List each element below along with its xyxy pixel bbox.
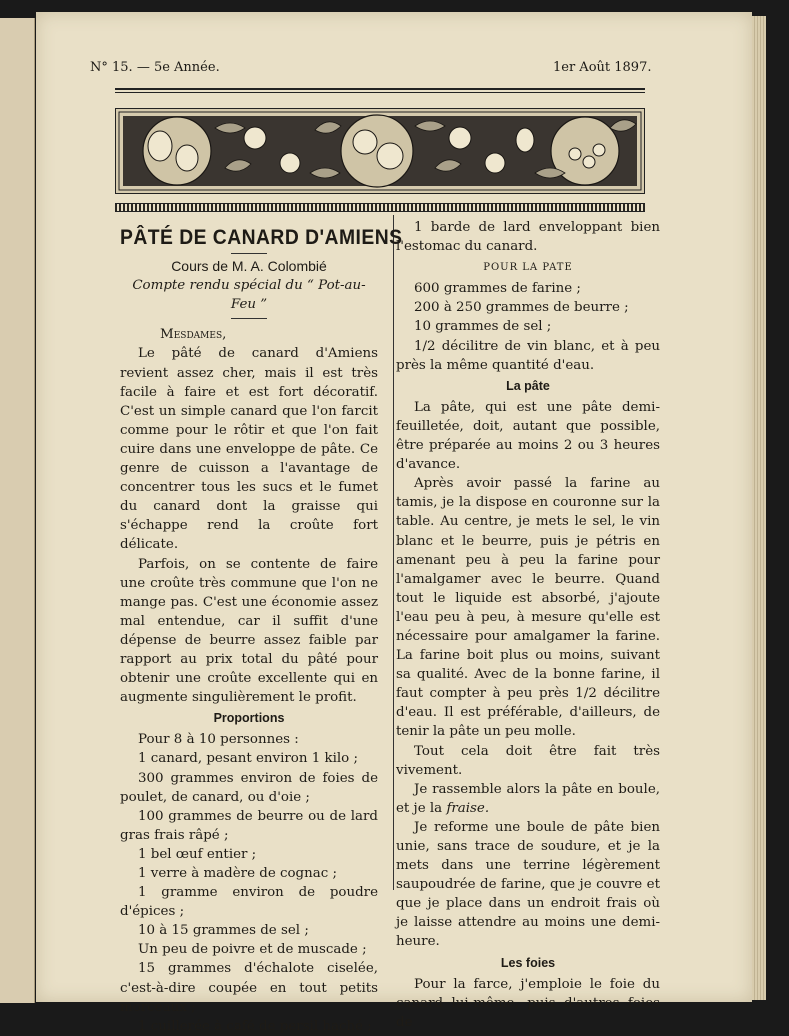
ingredient-item: 1 bel œuf entier ; xyxy=(138,846,257,862)
ingredient-item: 1 barde de lard enveloppant bien l'estomac du canard. xyxy=(396,220,660,255)
article-title: PÂTÉ DE CANARD D'AMIENS xyxy=(120,226,403,249)
issue-date: 1er Août 1897. xyxy=(553,60,652,75)
body-paragraph xyxy=(396,780,660,818)
salutation: Mesdames, xyxy=(160,327,227,343)
pate-heading: La pâte xyxy=(506,378,550,393)
body-paragraph: Tout cela doit être fait très vivement. xyxy=(396,743,660,778)
intro-paragraph: Le pâté de canard d'Amiens revient assez cher, mais il est très facile à faire et est fort décoratif. C'est un simple canard que l'on farcit comme pour le rôtir et que l'on fait cuire dans une enveloppe de pâte. Ce genre de cuisson a l'avantage de concentrer tous les sucs et le fumet du canard dont la graisse qui s'échappe rend la croûte fort délicate. xyxy=(120,346,378,553)
journal-name: “ Pot-au-Feu ” xyxy=(230,278,366,313)
body-text: Je rassemble alors la pâte en boule, et je la xyxy=(396,781,660,816)
course-byline: Cours de M. A. Colombié xyxy=(171,258,327,275)
header-rule xyxy=(115,88,645,93)
pate-ingredient-item: 10 grammes de sel ; xyxy=(414,319,552,335)
ingredient-item: 1 canard, pesant environ 1 kilo ; xyxy=(138,751,358,767)
pate-ingredient-item: 1/2 décilitre de vin blanc, et à peu près la même quantité d'eau. xyxy=(396,338,660,373)
ingredient-item: Un peu de poivre et de muscade ; xyxy=(138,942,367,958)
page-stack-edge xyxy=(752,16,766,1000)
pate-ingredient-item: 600 grammes de farine ; xyxy=(414,281,581,297)
ingredient-item: 15 grammes d'échalote ciselée, c'est-à-dire coupée en tout petits morceaux ; xyxy=(120,961,378,1015)
title-rule xyxy=(231,253,267,254)
byline-rule xyxy=(231,318,267,319)
ingredient-item: 10 à 15 grammes de sel ; xyxy=(138,923,309,939)
pate-ingredients-heading: POUR LA PATE xyxy=(483,262,573,274)
report-prefix: Compte rendu spécial du xyxy=(132,278,303,294)
body-paragraph: Je reforme une boule de pâte bien unie, sans trace de soudure, et je la mets dans une terrine légèrement saupoudrée de farine, que je couvre et que je place dans un endroit frais où je laisse attendre au moins une demi-heure. xyxy=(396,819,660,950)
proportions-heading: Proportions xyxy=(213,711,285,726)
facing-page-edge xyxy=(0,18,35,1003)
ingredient-item: 1 gramme environ de poudre d'épices ; xyxy=(120,885,378,920)
banner-rule xyxy=(115,203,645,212)
pate-ingredient-item: 200 à 250 grammes de beurre ; xyxy=(414,300,629,316)
body-paragraph: La pâte, qui est une pâte demi-feuilletée, doit, autant que possible, être préparée au moins 2 ou 3 heures d'avance. xyxy=(396,399,660,473)
right-column xyxy=(396,218,660,1032)
issue-number: N° 15. — 5e Année. xyxy=(90,60,220,75)
foies-heading: Les foies xyxy=(500,955,556,970)
emphasized-term: fraise. xyxy=(446,800,490,816)
column-divider xyxy=(393,215,394,890)
intro-paragraph: Parfois, on se contente de faire une croûte très commune que l'on ne mange pas. C'est une économie assez mal entendue, car il suffit d'une dépense de beurre assez faible par rapport au prix total du pâté pour obtenir une croûte excellente qui en augmente singulièrement le profit. xyxy=(120,556,378,706)
left-column xyxy=(120,226,403,1036)
persons-line: Pour 8 à 10 personnes : xyxy=(138,732,299,748)
ingredient-item: 300 grammes environ de foies de poulet, de canard, ou d'oie ; xyxy=(120,770,378,805)
ingredient-item: 1 cuillerée à café de persil haché ; xyxy=(138,1018,372,1034)
ingredient-item: 100 grammes de beurre ou de lard gras frais râpé ; xyxy=(120,808,378,843)
ingredient-item: 1 verre à madère de cognac ; xyxy=(138,866,338,881)
body-paragraph: Pour la farce, j'emploie le foie du canard lui-même, puis d'autres foies de xyxy=(396,976,660,1030)
ornamental-fruit-banner xyxy=(115,108,645,194)
body-paragraph: Après avoir passé la farine au tamis, je la dispose en couronne sur la table. Au centre, je mets le sel, le vin blanc et le beurre, puis je pétris en amenant peu à peu la farine pour l'amalgamer avec le beurre. Quand tout le liquide est absorbé, j'ajoute l'eau peu à peu, à mesure qu'elle est nécessaire pour amalgamer la farine. La farine boit plus ou moins, suivant sa qualité. Avec de la bonne farine, il faut compter à peu près 1/2 décilitre d'eau. Il est préférable, d'ailleurs, de tenir la pâte un peu molle. xyxy=(396,476,660,740)
report-byline xyxy=(120,276,378,314)
